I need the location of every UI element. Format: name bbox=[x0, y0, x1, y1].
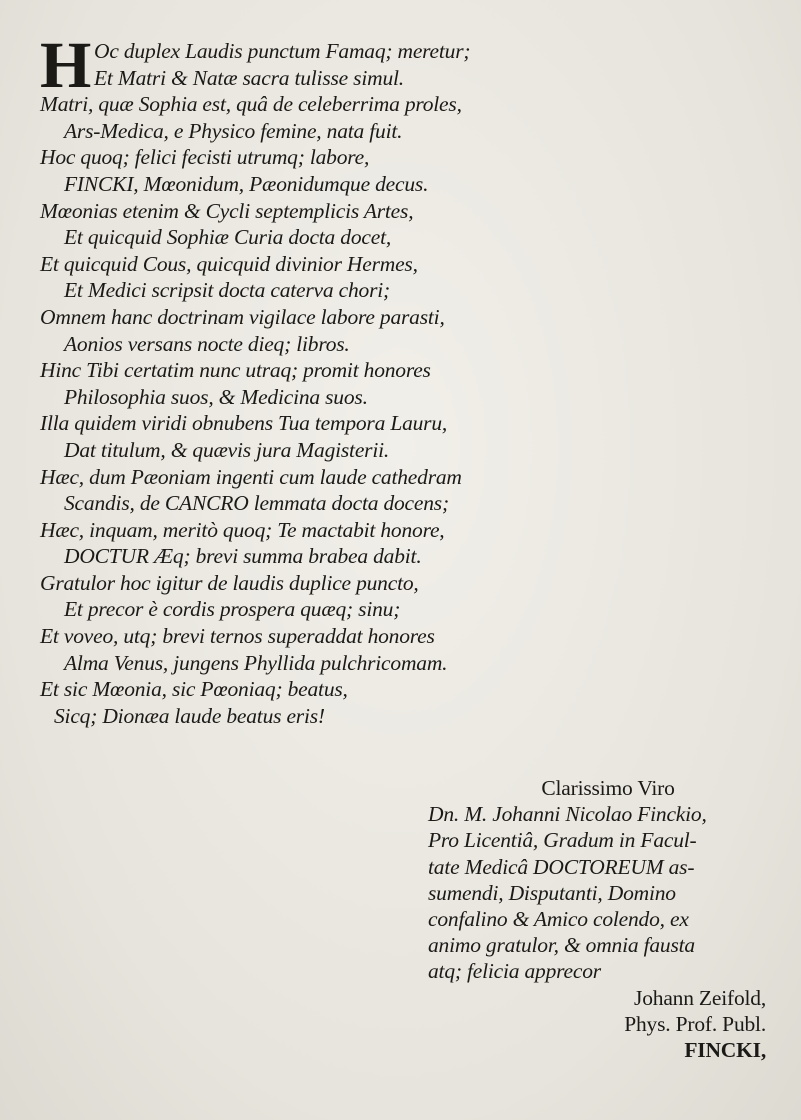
dedication-line: Dn. M. Johanni Nicolao Finckio, bbox=[428, 802, 707, 827]
dedication-line: Clarissimo Viro bbox=[541, 776, 675, 800]
poem-line: Et Matri & Natæ sacra tulisse simul. bbox=[94, 65, 404, 90]
poem-line: Illa quidem viridi obnubens Tua tempora Lauru, bbox=[40, 411, 448, 436]
poem-line: Omnem hanc doctrinam vigilace labore parasti, bbox=[40, 304, 445, 329]
signature-name: Johann Zeifold, bbox=[634, 985, 766, 1010]
poem-line: Matri, quæ Sophia est, quâ de celeberrima proles, bbox=[40, 92, 462, 117]
dedication-line: sumendi, Disputanti, Domino bbox=[428, 880, 676, 905]
poem-line: Et precor è cordis prospera quæq; sinu; bbox=[64, 597, 401, 622]
poem-line: Hinc Tibi certatim nunc utraq; promit honores bbox=[40, 358, 431, 383]
drop-cap: H bbox=[40, 29, 92, 102]
poem-line: Hæc, inquam, meritò quoq; Te mactabit honore, bbox=[40, 517, 445, 542]
signature-title: Phys. Prof. Publ. bbox=[624, 1011, 766, 1036]
poem-line: Philosophia suos, & Medicina suos. bbox=[64, 384, 368, 409]
poem-line: DOCTUR Æq; brevi summa brabea dabit. bbox=[64, 544, 422, 569]
poem-line: Ars-Medica, e Physico femine, nata fuit. bbox=[64, 118, 403, 143]
dedication-line: animo gratulor, & omnia fausta bbox=[428, 933, 695, 958]
dedication bbox=[428, 775, 788, 1063]
poem-line: Alma Venus, jungens Phyllida pulchricomam. bbox=[64, 650, 448, 675]
poem-line: Hoc quoq; felici fecisti utrumq; labore, bbox=[40, 145, 370, 170]
poem-line: FINCKI, Mœonidum, Pæonidumque decus. bbox=[64, 171, 429, 196]
poem-line: Sicq; Dionæa laude beatus eris! bbox=[54, 703, 325, 728]
poem-line: Dat titulum, & quævis jura Magisterii. bbox=[64, 437, 390, 462]
catchword: FINCKI, bbox=[684, 1037, 766, 1062]
poem-line: Gratulor hoc igitur de laudis duplice puncto, bbox=[40, 570, 419, 595]
poem-line: Aonios versans nocte dieq; libros. bbox=[64, 331, 350, 356]
poem-line: Scandis, de CANCRO lemmata docta docens; bbox=[64, 491, 449, 516]
poem-line: Oc duplex Laudis punctum Famaq; meretur; bbox=[94, 39, 471, 63]
poem-line: Mœonias etenim & Cycli septemplicis Artes, bbox=[40, 198, 414, 223]
poem-line: Et sic Mœonia, sic Pœoniaq; beatus, bbox=[40, 677, 348, 702]
dedication-line: atq; felicia apprecor bbox=[428, 959, 601, 984]
poem-line: Et quicquid Cous, quicquid divinior Hermes, bbox=[40, 251, 418, 276]
poem bbox=[40, 29, 780, 729]
poem-line: Et voveo, utq; brevi ternos superaddat honores bbox=[40, 624, 435, 649]
poem-line: Et quicquid Sophiæ Curia docta docet, bbox=[64, 225, 392, 250]
poem-line: Et Medici scripsit docta caterva chori; bbox=[64, 278, 390, 303]
poem-line: Hæc, dum Pæoniam ingenti cum laude cathedram bbox=[40, 464, 462, 489]
dedication-line: Pro Licentiâ, Gradum in Facul- bbox=[428, 828, 697, 853]
dedication-line: tate Medicâ DOCTOREUM as- bbox=[428, 854, 695, 879]
dedication-line: confalino & Amico colendo, ex bbox=[428, 906, 689, 931]
